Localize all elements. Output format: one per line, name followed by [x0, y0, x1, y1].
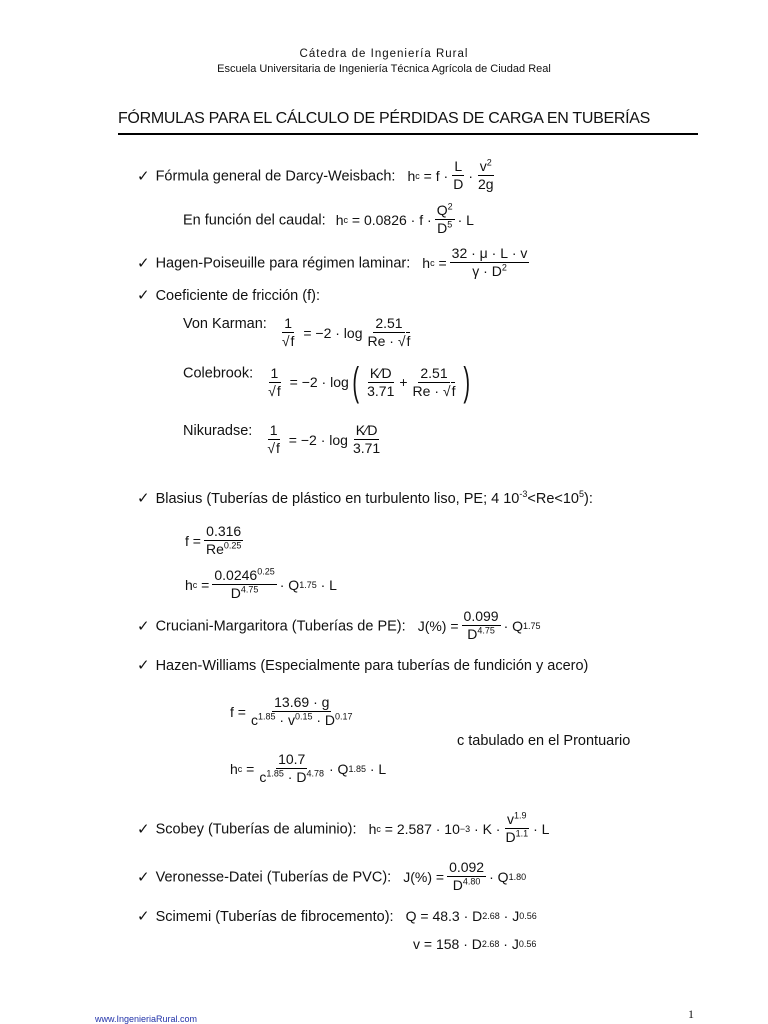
item-cruciani-label: Cruciani-Margaritora (Tuberías de PE):: [155, 618, 406, 635]
item-darcy: ✓ Fórmula general de Darcy-Weisbach: h c = f · $\frac{L}{D}$ · $\frac{v^2}{2g}$: [137, 157, 494, 192]
item-scobey-label: Scobey (Tuberías de aluminio):: [155, 821, 357, 838]
page-number: 1: [688, 1007, 694, 1021]
item-blasius-mid: <Re<10: [527, 491, 579, 507]
item-coef: [137, 286, 320, 304]
check-icon: ✓: [137, 254, 150, 272]
item-scimemi: ✓ Scimemi (Tuberías de fibrocemento): Q = 48.3 · D 2.68 · J 0.56: [137, 908, 537, 925]
item-nikuradse: Nikuradse: $\frac{1}{√f}$ = −2 · log $\frac{K∕D}{3.71}$: [183, 422, 381, 456]
formula-blasius-hc: h c = $\frac{0.0246^{0.25}}{D^{4.75}}$ · Q 1.75 · L: [185, 566, 337, 601]
check-icon: ✓: [137, 287, 150, 304]
item-blasius-label: Blasius (Tuberías de plástico en turbulento liso, PE; 4 10: [155, 491, 520, 507]
check-icon: ✓: [137, 490, 150, 507]
hazen-note: c tabulado en el Prontuario: [457, 733, 631, 749]
item-caudal: En función del caudal: h c = 0.0826 · f · $\frac{Q^2}{D^5}$ · L: [183, 201, 474, 236]
check-icon: ✓: [137, 820, 150, 838]
formula-hazen-f: f = $\frac{13.69 \cdot g}{c^{1.85} \cdot v^{0.15} \cdot D^{0.17}}$: [230, 694, 353, 728]
title-rule: [118, 133, 698, 135]
header-school: Escuela Universitaria de Ingeniería Técnica Agrícola de Ciudad Real: [217, 63, 551, 75]
formula-blasius-f: f = $\frac{0.316}{Re^{0.25}}$: [185, 523, 242, 557]
item-caudal-label: En función del caudal:: [183, 212, 326, 229]
item-colebrook: Colebrook: $\frac{1}{√f}$ = −2 · log ( $\frac{K∕D}{3.71}$ + $\frac{2.51}{Re \cdot √f}$ ): [183, 360, 471, 404]
item-veronesse: ✓ Veronesse-Datei (Tuberías de PVC): J(%) = $\frac{0.092}{D^{4.80}}$ · Q 1.80: [137, 859, 527, 893]
item-vonkarman-label: Von Karman:: [183, 316, 267, 332]
item-hazen-label: Hazen-Williams (Especialmente para tuberías de fundición y acero): [155, 658, 589, 674]
item-blasius-exp1: -3: [519, 489, 528, 500]
item-hazen: [137, 656, 588, 674]
check-icon: ✓: [137, 868, 150, 886]
footer-website-link[interactable]: www.IngenieriaRural.com: [95, 1014, 198, 1024]
item-blasius-end: ):: [584, 491, 593, 507]
item-coef-label: Coeficiente de fricción (f):: [155, 288, 320, 304]
item-blasius: [137, 489, 593, 507]
item-blasius-exp2: 5: [578, 489, 584, 500]
formula-scimemi-v: v = 158 · D 2.68 · J 0.56: [413, 936, 537, 952]
check-icon: ✓: [137, 657, 150, 674]
item-cruciani: ✓ Cruciani-Margaritora (Tuberías de PE): J(%) = $\frac{0.099}{D^{4.75}}$ · Q 1.75: [137, 608, 541, 642]
page-title: FÓRMULAS PARA EL CÁLCULO DE PÉRDIDAS DE CARGA EN TUBERÍAS: [117, 110, 651, 127]
item-vonkarman: Von Karman: $\frac{1}{√f}$ = −2 · log $\frac{2.51}{Re \cdot √f}$: [183, 315, 411, 349]
header-department: Cátedra de Ingeniería Rural: [299, 48, 469, 60]
item-hagen-label: Hagen-Poiseuille para régimen laminar:: [155, 255, 411, 272]
check-icon: ✓: [137, 617, 150, 635]
item-hagen: ✓ Hagen-Poiseuille para régimen laminar: h c = $\frac{32 \cdot \mu \cdot L \cdot v}{\gamma \cdot D^2}$: [137, 245, 528, 279]
item-nikuradse-label: Nikuradse:: [183, 423, 253, 439]
check-icon: ✓: [137, 908, 150, 925]
item-scimemi-label: Scimemi (Tuberías de fibrocemento):: [155, 909, 394, 925]
item-colebrook-label: Colebrook:: [183, 365, 254, 382]
item-darcy-label: Fórmula general de Darcy-Weisbach:: [155, 168, 396, 185]
item-scobey: ✓ Scobey (Tuberías de aluminio): h c = 2.587 · 10 −3 · K · $\frac{v^{1.9}}{D^{1.1}}$ · L: [137, 810, 550, 845]
item-veronesse-label: Veronesse-Datei (Tuberías de PVC):: [155, 869, 392, 886]
formula-hazen-hc: h c = $\frac{10.7}{c^{1.85} \cdot D^{4.78}}$ · Q 1.85 · L: [230, 751, 387, 785]
check-icon: ✓: [137, 167, 150, 185]
